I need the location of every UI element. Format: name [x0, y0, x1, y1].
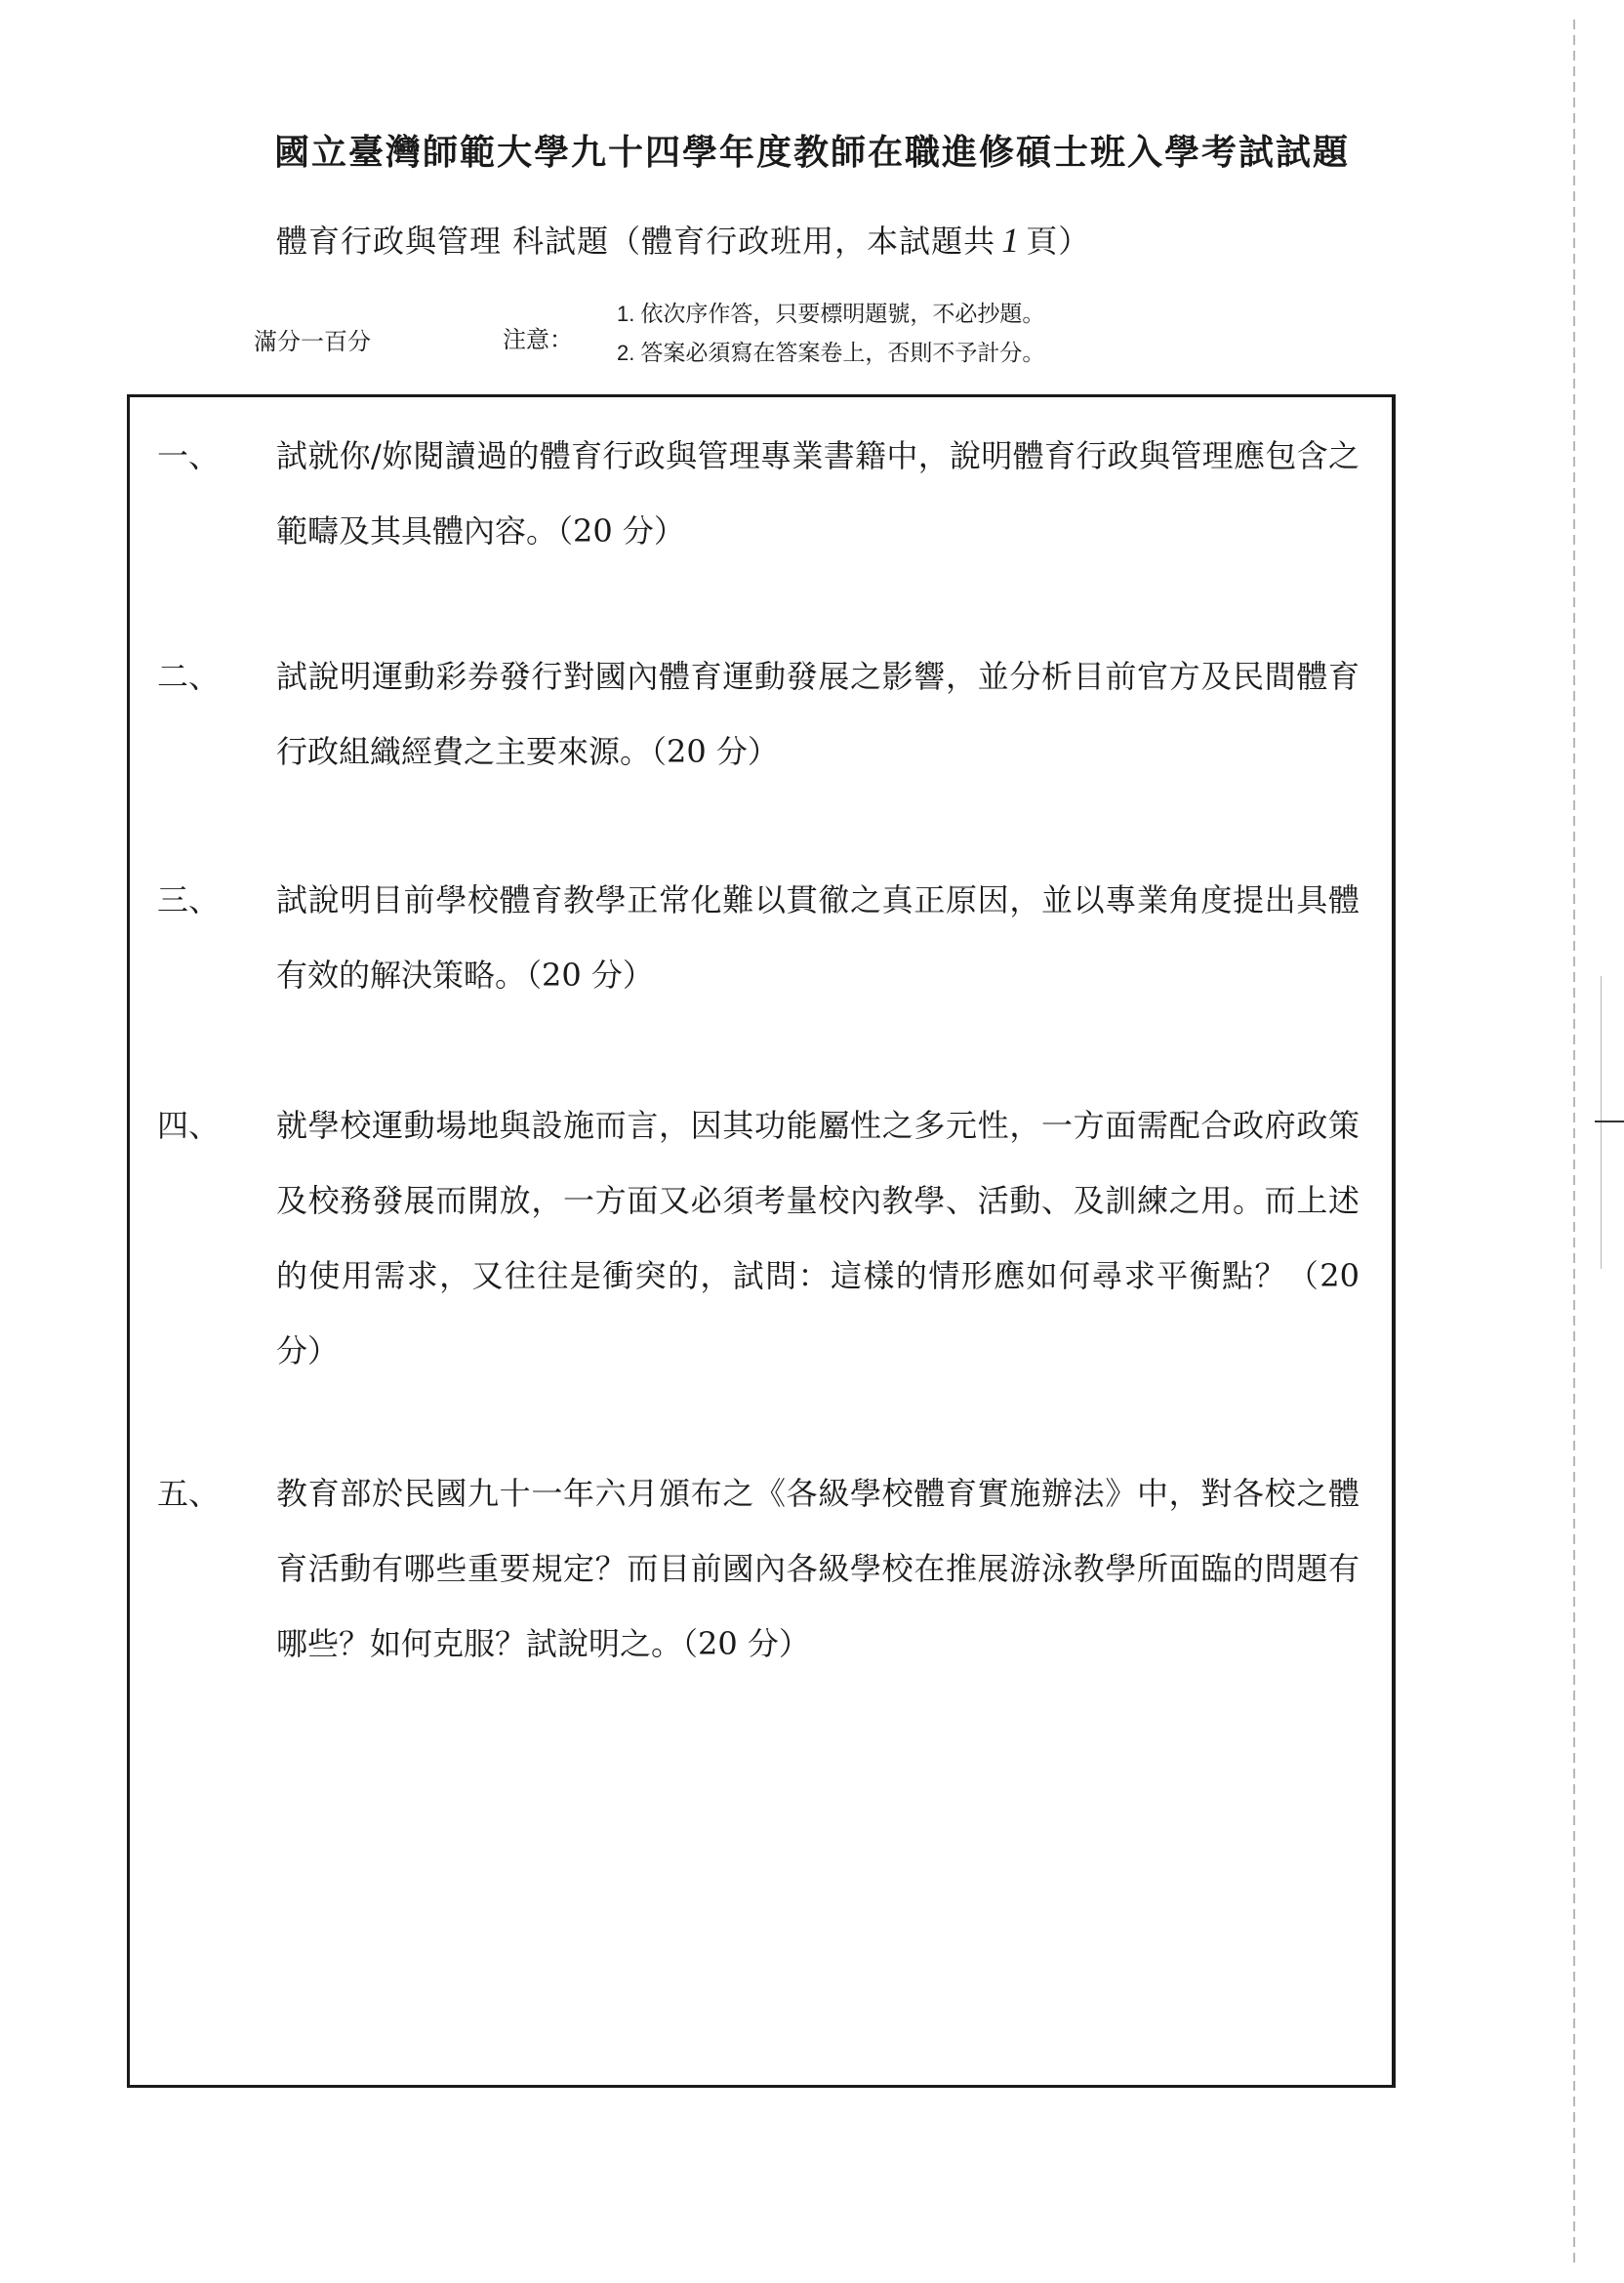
notice-list — [617, 295, 1044, 373]
question-number: 三、 — [157, 881, 221, 918]
notice-item — [617, 334, 1044, 373]
question-number: 四、 — [157, 1107, 221, 1144]
notice-number: 1. — [617, 302, 635, 326]
exam-subtitle — [276, 217, 1090, 262]
notice-label: 注意： — [503, 326, 573, 353]
question-item — [157, 863, 1377, 1013]
notice-text: 答案必須寫在答案卷上，否則不予計分。 — [640, 341, 1045, 366]
question-text: 試說明目前學校體育教學正常化難以貫徹之真正原因，並以專業角度提出具體有效的解決策略。（20 分） — [276, 881, 1360, 994]
notice-number: 2. — [617, 341, 635, 365]
question-item — [157, 639, 1377, 790]
exam-title: 國立臺灣師範大學九十四學年度教師在職進修碩士班入學考試試題 — [273, 132, 1350, 173]
question-text: 試說明運動彩券發行對國內體育運動發展之影響，並分析目前官方及民間體育行政組織經費之主要來源。（20 分） — [276, 658, 1360, 770]
notice-item — [617, 295, 1044, 334]
scan-edge-line — [1573, 20, 1575, 2264]
subtitle-subject: 體育行政與管理 科試題（體育行政班用，本試題共 — [276, 223, 996, 260]
question-item — [157, 1456, 1377, 1682]
subtitle-page-count: 1 — [1001, 221, 1021, 260]
full-score-label: 滿分一百分 — [254, 328, 371, 355]
subtitle-end: 頁） — [1026, 223, 1091, 260]
question-item — [157, 1088, 1377, 1389]
question-number: 一、 — [157, 437, 221, 474]
question-number: 二、 — [157, 658, 221, 695]
question-item — [157, 419, 1377, 569]
notice-text: 依次序作答，只要標明題號，不必抄題。 — [640, 302, 1045, 327]
question-text: 試就你/妳閱讀過的體育行政與管理專業書籍中，說明體育行政與管理應包含之範疇及其具體內容。（20 分） — [276, 437, 1360, 550]
question-box — [127, 394, 1396, 2088]
question-number: 五、 — [157, 1475, 221, 1512]
question-text: 教育部於民國九十一年六月頒布之《各級學校體育實施辦法》中，對各校之體育活動有哪些重要規定？而目前國內各級學校在推展游泳教學所面臨的問題有哪些？如何克服？試說明之。（20 分） — [276, 1475, 1360, 1662]
scan-edge-mark — [1595, 1121, 1624, 1122]
question-text: 就學校運動場地與設施而言，因其功能屬性之多元性，一方面需配合政府政策及校務發展而開放，一方面又必須考量校內教學、活動、及訓練之用。而上述的使用需求，又往往是衝突的，試問：這樣的情形應如何尋求平衡點？（20 分） — [276, 1107, 1360, 1369]
scan-edge-line — [1601, 976, 1602, 1269]
